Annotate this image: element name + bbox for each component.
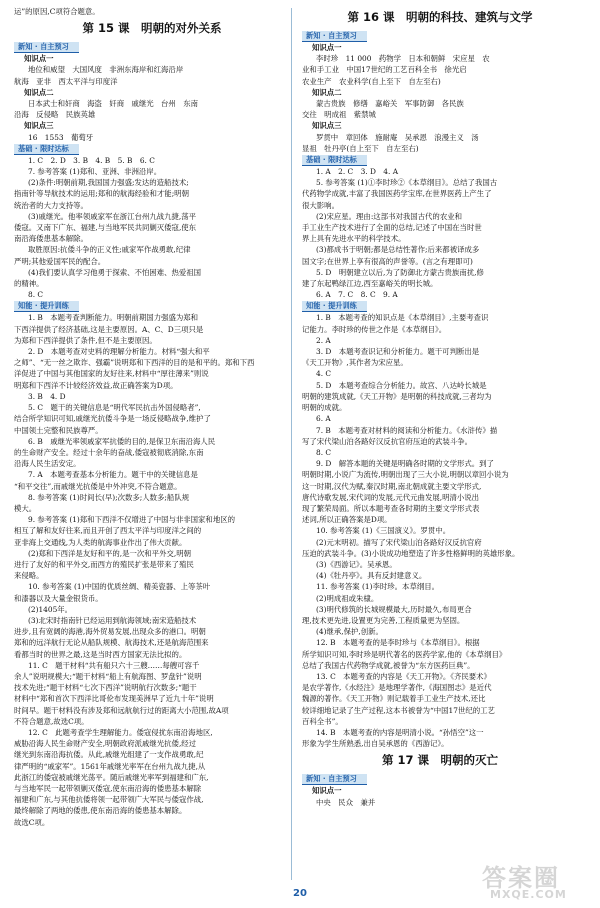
knowledge-point-label: 知识点三 [24,121,54,131]
text-line: 1. A 2. C 3. D 4. A [316,167,399,177]
text-line: 6. A [316,414,331,424]
text-line: 13. C 本题考查的内容是《天工开物》。《齐民要术》 [316,671,491,681]
text-line: (3)明代修筑的长城规模最大,历时最久,布局更合 [316,604,472,614]
text-line: 11. 参考答案 (1)李时珍。本草纲目。 [316,582,440,592]
text-line: 统治者的大力支持等。 [14,200,88,210]
text-line: 12. C 此题考查学生理解能力。倭寇侵扰东南沿海地区, [28,727,213,737]
section-header: 基础 · 限时达标 [302,155,367,166]
text-line: 沿海 反侵略 民族英雄 [14,110,96,120]
text-line: 6. B 戚继光率领戚家军抗倭的目的,是保卫东南沿海人民 [28,436,216,446]
text-line: 余人”说明规模大;“题干材料“船上有航海图、罗盘针”说明 [14,671,202,681]
knowledge-point-label: 知识点二 [312,87,342,97]
knowledge-point-label: 知识点一 [24,54,54,64]
text-line: 压迫的武装斗争。(3)小说成功地塑造了许多性格鲜明的英雄形象。 [302,548,520,558]
text-line: 5. D 本题考查综合分析能力。故宫、八达岭长城是 [316,380,487,390]
lesson-title: 第 15 课 明朝的对外关系 [82,21,222,36]
text-line: 1. C 2. D 3. B 4. B 5. B 6. C [28,155,155,165]
text-line: 手工业生产技术进行了全面的总结,记述了中国在当时世 [302,223,482,233]
text-line: 形象为学生所熟悉,出自吴承恩的《西游记》。 [302,739,449,749]
text-line: 继光到东南沿海抗倭。从此,戚继光组建了一支作战勇敢,纪 [14,750,204,760]
text-line: “和平交往”,而戚继光抗倭是中外冲突,不符合题意。 [14,481,182,491]
right-column [302,6,578,808]
column-divider [291,8,292,880]
text-line: 5. 参考答案 (1)①李时珍②《本草纲目》。总结了我国古 [316,178,498,188]
text-line: 总结了我国古代药物学成就,被誉为“东方医药巨典”。 [302,660,475,670]
text-line: 9. D 解答本题的关键是明确各时期的文学形式。到了 [316,459,494,469]
text-line: 7. B 本题考查对材料的阅读和分析能力。《水浒传》描 [316,425,498,435]
section-header-row [302,300,578,312]
section-header: 新知 · 自主预习 [302,774,367,785]
text-line: 之师”、“无一丝之欺诈、强霸”说明郑和下西洋的目的是和平的。郑和下西 [14,358,255,368]
text-line: 下西洋提供了经济基础,这是主要原因。A、C、D三项只是 [14,324,204,334]
text-line: 李时珍 11 000 药物学 日本和朝鲜 宋应星 农 [316,54,490,64]
text-line: 较详细地记录了生产过程,这本书被誉为“中国17世纪的工艺 [302,705,495,715]
text-line: 明朝的成就。 [302,403,347,413]
text-line: 记能力。李时珍的传世之作是《本草纲目》。 [302,324,447,334]
text-line: 最终解除了两地的倭患,使东南沿海的倭患基本解除。 [14,806,187,816]
text-line: 福建和广东,与其他抗倭将领一起带领广大军民与倭寇作战, [14,795,204,805]
text-line: 航海 亚非 西太平洋与印度洋 [14,76,118,86]
text-line: 8. C [316,447,332,457]
text-line: 指南针等导航技术的运用;郑和的航海经验和才能;明朝 [14,189,189,199]
text-line: 故选C项。 [14,817,50,827]
text-line: (4)我们要认真学习他勇于探索、不怕困难、热爱祖国 [28,267,202,277]
text-line: 日本武士和奸商 海盗 奸商 戚继光 台州 东南 [28,99,198,109]
text-line: 是农学著作,《水经注》是地理学著作,《海国图志》是近代 [302,683,492,693]
text-line: 中国领土完整和民族尊严。 [14,425,103,435]
section-header: 基础 · 限时达标 [14,144,79,155]
section-header-row [14,143,290,155]
text-line: 明朝的建筑成就,《天工开物》是明朝的科技成就,三者均为 [302,391,492,401]
knowledge-point-label: 知识点二 [24,87,54,97]
section-header-row [14,300,290,312]
section-header-row [302,773,578,785]
text-line: 12. B 本题考查的是李时珍与《本草纲目》。根据 [316,638,480,648]
text-line: 16 1553 葡萄牙 [28,132,94,142]
text-line: 郑和的远洋航行无论从船队规模、航海技术,还是航海范围来 [14,638,209,648]
text-line: (3)戚继光。他率领戚家军在浙江台州九战九捷,荡平 [28,211,197,221]
text-line: 述词,所以正确答案是D项。 [302,515,392,525]
text-line: 中央 民众 兼并 [316,797,376,807]
text-line: 农业生产 农业科学(自上至下 自左至右) [302,76,441,86]
text-line: 5. C 题干的关键信息是“明代军民抗击外国侵略者”, [28,403,201,413]
text-line: (2)元末明初。描写了宋代梁山泊各路好汉反抗官府 [316,537,482,547]
text-line: 写了宋代梁山泊各路好汉反抗官府压迫的武装斗争。 [302,436,472,446]
text-line: 运”的原因,C项符合题意。 [14,7,100,16]
lesson-title: 第 16 课 明朝的科技、建筑与文学 [347,10,533,24]
text-line: 8. 参考答案 (1)时间长(早);次数多;人数多;船队规 [28,492,190,502]
section-header: 新知 · 自主预习 [302,31,367,42]
text-line: 倭寇。又南下广东、福建,与当地军民共同剿灭倭寇,使东 [14,223,197,233]
text-line: 11. C 题干材料“共有船只六十三艘……每艘可容千 [28,660,200,670]
section-header-row [14,41,290,53]
text-line: 亚非海上交通线,为人类的航海事业作出了伟大贡献。 [14,537,187,547]
section-header-row [302,30,578,42]
watermark-sub: MXQE.COM [490,888,567,901]
text-line: 洋促进了中国与其他国家的友好往来,材料中“厚往薄来”则说 [14,369,209,379]
text-line: 很大影响。 [302,200,339,210]
text-line: 7. A 本题考查基本分析能力。题干中的关键信息是 [28,470,198,480]
text-line: (2)宋应星。理由:这部书对我国古代的农业和 [316,211,462,221]
text-line: (3)都成书于明朝;都是总结性著作;后来都被译成多 [316,245,480,255]
text-line: 1. B 本题考查判断能力。明朝前期国力强盛为郑和 [28,313,199,323]
text-line: 相互了解和友好往来,而且开创了西太平洋与印度洋之间的 [14,526,202,536]
text-line: 魏源的著作。《天工开物》则记载着手工业生产技术,还比 [302,694,486,704]
text-line: 4. C [316,369,332,379]
lesson-title: 第 17 课 明朝的灭亡 [381,753,498,768]
knowledge-point-label: 知识点三 [312,121,342,131]
text-line: 为郑和下西洋提供了条件,但不是主要原因。 [14,335,157,345]
text-line: 这一时期,汉代为赋,秦汉时期,南北朝成就主要文学形式, [302,481,482,491]
left-column [14,6,290,828]
text-line: (4)《牡丹亭》。具有反封建意义。 [316,571,427,581]
text-line: 1. B 本题考查的知识点是《本草纲目》,主要考查识 [316,313,489,323]
text-line: (2)条件:明朝前期,我国国力强盛;发达的造船技术; [28,178,189,188]
text-line: 所学知识可知,李时珍是明代著名的医药学家,他的《本草纲目》 [302,649,507,659]
text-line: 沿海人民生活安定。 [14,459,81,469]
text-line: 8. C [28,290,44,300]
section-header: 知能 · 提升训练 [14,301,79,312]
text-line: 威胁沿海人民生命财产安全,明朝政府派戚继光抗倭,经过 [14,739,197,749]
text-line: 国文字;在世界上享有很高的声誉等。(言之有理即可) [302,256,473,266]
text-line: 取胜原因:抗倭斗争的正义性;戚家军作战勇敢,纪律 [28,245,191,255]
text-line: 的精神。 [14,279,44,289]
text-line: 百科全书”。 [302,716,343,726]
text-line: 罗贯中 章回体 施耐庵 吴承恩 浪漫主义 汤 [316,132,479,142]
text-line: 2. A [316,335,331,345]
text-line: 理,技术更先进,设置更为完善,工程质量更为坚固。 [302,615,465,625]
text-line: 交往 明成祖 紫禁城 [302,110,376,120]
text-line: 时间早。题干材料没有涉及郑和远航航行过的距离大小范围,故A项 [14,705,229,715]
text-line: 业和手工业 中国17世纪的工艺百科全书 徐光启 [302,65,467,75]
text-line: 建了东起鸭绿江边,西至嘉峪关的明长城。 [302,279,438,289]
text-line: 的生命财产安全。经过十余年的奋战,倭寇被彻底消除,东南 [14,447,204,457]
text-line: 6. A 7. C 8. C 9. A [316,290,398,300]
text-line: 结合所学知识可知,戚继光抗倭斗争是一场反侵略战争,维护了 [14,414,211,424]
text-line: 现了繁荣局面。所以本题考查各时期的主要文学形式表 [302,503,480,513]
text-line: 3. D 本题考查识记和分析能力。题干可判断出是 [316,347,480,357]
text-line: 7. 参考答案 (1)郑和、亚洲、非洲沿岸。 [28,167,162,177]
text-line: 进步,且有宽阔的海港,海外贸易发展,出现众多的港口。明朝 [14,627,206,637]
page-number: 20 [293,888,307,899]
text-line: 界上具有先进水平的科学技术。 [302,234,406,244]
text-line: 地位和威望 大国风度 非洲东海岸和红海沿岸 [28,65,184,75]
text-line: 《天工开物》,其作者为宋应星。 [302,358,408,368]
text-line: 模大。 [14,503,37,513]
text-line: 和漆器以及大量金银货币。 [14,593,103,603]
text-line: 南沿海倭患基本解除。 [14,234,88,244]
text-line: 材料中“郑和首次下西洋比哥伦布发现美洲早了近九十年”说明 [14,694,214,704]
text-line: 明朝时期,小说广为流传,明朝出现了三大小说,明朝以章回小说为 [302,470,509,480]
watermark-text: 答案圈 [482,864,560,892]
text-line: (3)北宋时指南针已经运用到航海领域;南宋造船技术 [28,615,197,625]
section-header: 新知 · 自主预习 [14,42,79,53]
text-line: 律严明的“戚家军”。1561年戚继光率军在台州九战九捷,从 [14,761,206,771]
text-line: 蒙古贵族 修缮 嘉峪关 军事防御 各民族 [316,99,464,109]
text-line: 进行了友好的和平外交,而西方的殖民扩张是带来了殖民 [14,559,194,569]
text-line: (4)继承,保护,创新。 [316,627,383,637]
text-line: 与当地军民一起带领剿灭倭寇,使东南沿海的倭患基本解除 [14,784,202,793]
watermark-logo [482,858,592,904]
text-line: 10. 参考答案 (1)中国的优质丝绸、精美瓷器、上等茶叶 [28,582,211,592]
text-line: (2)郑和下西洋是友好和平的,是一次和平外交,明朝 [28,548,191,558]
text-line: 2. D 本题考查对史料的理解分析能力。材料“强大和平 [28,347,210,357]
text-line: (2)1405年。 [28,604,73,614]
text-line: 显祖 牡丹亭(自上至下 自左至右) [302,143,419,153]
text-line: 代药物学成就,丰富了我国医药学宝库,在世界医药上产生了 [302,189,492,199]
text-line: 不符合题意,故选C项。 [14,716,89,726]
text-line: 此浙江的倭寇被戚继光荡平。随后戚继光率军到福建和广东, [14,772,209,782]
text-line: 5. D 明朝建立以后,为了防御北方蒙古贵族南扰,修 [316,267,484,277]
text-line: 看都当时的世界之最,这是当时西方国家无法比拟的。 [14,649,187,659]
text-line: (3)《西游记》。吴承恩。 [316,559,397,569]
text-line: (2)明成祖或朱棣。 [316,593,379,603]
text-line: 10. 参考答案 (1)《三国演义》。罗贯中。 [316,526,451,536]
knowledge-point-label: 知识点一 [312,43,342,52]
text-line: 14. B 本题考查的内容是明清小说。“孙悟空”这一 [316,727,484,737]
text-line: 来侵略。 [14,571,44,581]
text-line: 9. 参考答案 (1)郑和下西洋不仅增进了中国与非非国家和地区的 [28,515,235,525]
text-line: 严明;其他爱国军民的配合。 [14,256,106,266]
text-line: 技术先进;“题干材料“七次下西洋”说明航行次数多;“题干 [14,683,197,693]
text-line: 3. B 4. D [28,391,66,401]
knowledge-point-label: 知识点一 [312,786,342,796]
text-line: 唐代诗歌发展,宋代词的发展,元代元曲发展,明清小说出 [302,492,480,502]
text-line: 明郑和下西洋不计较经济效益,故正确答案为D项。 [14,380,178,390]
section-header-row [302,154,578,166]
section-header: 知能 · 提升训练 [302,301,367,312]
